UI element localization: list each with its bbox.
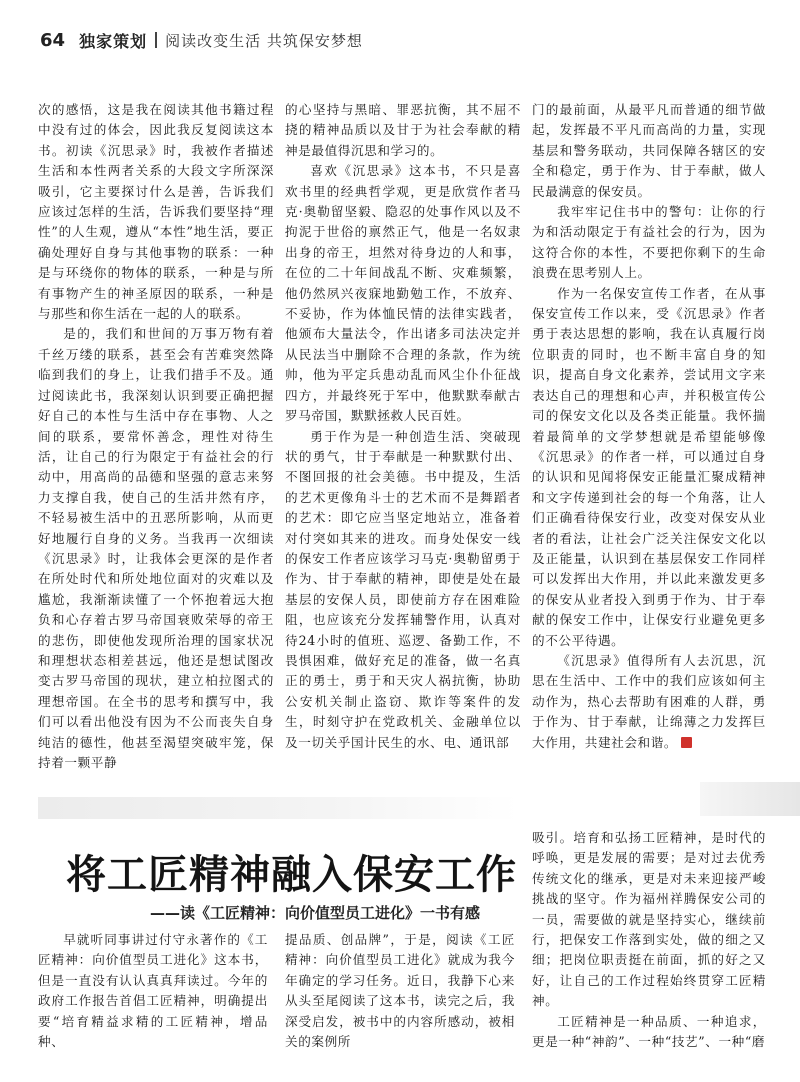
end-of-article-mark bbox=[681, 737, 692, 748]
paragraph: 是的，我们和世间的万事万物有着千丝万缕的联系，甚至会有苦难突然降临到我们的身上，让我们措手不及。通过阅读此书，我深刻认识到要正确把握好自己的本性与生活中存在事物、人之间的联系，要常怀善念，理性对待生活，让自己的行为限定于有益社会的行动中，用高尚的品德和坚强的意志来努力支撑自我，使自己的生活井然有序，不轻易被生活中的丑恶所影响，从而更好地履行自身的义务。当我再一次细读《沉思录》时，让我体会更深的是作者在所处时代和所处地位面对的灾难以及尴尬，我渐渐读懂了一个怀抱着远大抱负和心存着古罗马帝国衰败荣辱的帝王的悲伤，即使他发现所治理的国家状况和理想状态相差甚远，他还是想试图改变古罗马帝国的现状，建立柏拉图式的理想帝国。在全书的思考和撰写中，我们可以看出他没有因为不公而丧失自身纯洁的德性，他甚至渴望突破牢笼，保持着一颗平静 bbox=[38, 326, 274, 770]
article1-column-1 bbox=[38, 100, 274, 770]
paragraph: 门的最前面，从最平凡而普通的细节做起，发挥最不平凡而高尚的力量，实现基层和警务联动，共同保障各辖区的安全和稳定，勇于作为、甘于奉献，做人民最满意的保安员。 bbox=[532, 102, 766, 199]
separator-strip bbox=[38, 797, 518, 819]
paragraph: 喜欢《沉思录》这本书，不只是喜欢书里的经典哲学观，更是欣赏作者马克·奥勒留坚毅、隐忍的处事作风以及不拘泥于世俗的禀然正气，他是一名奴隶出身的帝王，坦然对待身边的人和事，在位的二十年间战乱不断、灾难频繁，他仍然夙兴夜寐地勤勉工作，不放弃、不妥协，作为体恤民情的法律实践者，他颁布大量法令，作出诸多司法决定并从民法当中删除不合理的条款，作为统帅，他为平定兵患动乱而风尘仆仆征战四方，并最终死于军中，他默默奉献古罗马帝国，默默拯救人民百姓。 bbox=[285, 163, 521, 424]
paragraph-last bbox=[532, 651, 766, 753]
section-subtitle: 阅读改变生活 共筑保安梦想 bbox=[165, 31, 363, 50]
paragraph: 勇于作为是一种创造生活、突破现状的勇气，甘于奉献是一种默默付出、不图回报的社会美德。书中提及，生活的艺术更像角斗士的艺术而不是舞蹈者的艺术：即它应当坚定地站立，准备着对付突如其来的进攻。而身处保安一线的保安工作者应该学习马克·奥勒留勇于作为、甘于奉献的精神，即使是处在最基层的安保人员，即使前方存在困难险阻，也应该充分发挥辅警作用，认真对待24小时的值班、巡逻、备勤工作，不畏惧困难，做好充足的准备，做一名真正的勇士，勇于和天灾人祸抗衡，协助公安机关制止盗窃、欺诈等案件的发生，时刻守护在党政机关、金融单位以及一切关乎国计民生的水、电、通讯部 bbox=[285, 428, 521, 750]
paragraph: 工匠精神是一种品质、一种追求，更是一种“神韵”、一种“技艺”、一种“磨 bbox=[532, 1013, 766, 1050]
paragraph: 的心坚持与黑暗、罪恶抗衡，其不屈不挠的精神品质以及甘于为社会奉献的精神是最值得沉思和学习的。 bbox=[285, 102, 521, 158]
article-subtitle: ——读《工匠精神：向价值型员工进化》一书有感 bbox=[150, 904, 481, 922]
article1-column-3 bbox=[532, 100, 766, 760]
paragraph-text: 《沉思录》值得所有人去沉思，沉思在生活中、工作中的我们应该如何主动作为，热心去帮助有困难的人群，勇于作为、甘于奉献，让绵薄之力发挥巨大作用，共建社会和谐。 bbox=[532, 652, 766, 750]
article1-column-2 bbox=[285, 100, 521, 760]
article2-column-1 bbox=[38, 930, 268, 1070]
faded-graphic bbox=[700, 782, 800, 816]
paragraph: 作为一名保安宣传工作者，在从事保安宣传工作以来，受《沉思录》作者勇于表达思想的影响，我在认真履行岗位职责的同时，也不断丰富自身的知识，提高自身文化素养，尝试用文字来表达自己的理想和心声，并积极宣传公司的保安文化以及各类正能量。我怀揣着最简单的文学梦想就是希望能够像《沉思录》的作者一样，可以通过自身的认识和见闻将保安正能量汇聚成精神和文字传递到社会的每一个角落，让人们正确看待保安行业，改变对保安从业者的看法，让社会广泛关注保安文化以及正能量，认识到在基层保安工作同样可以发挥出大作用，并以此来激发更多的保安从业者投入到勇于作为、甘于奉献的保安工作中，让保安行业避免更多的不公平待遇。 bbox=[532, 285, 766, 648]
section-title: 独家策划 bbox=[79, 31, 148, 51]
header-divider bbox=[155, 32, 157, 48]
paragraph: 次的感悟，这是我在阅读其他书籍过程中没有过的体会，因此我反复阅读这本书。初读《沉思录》时，我被作者描述生活和本性两者关系的大段文字所深深吸引，它主要探讨什么是善，告诉我们应该过怎样的生活，告诉我们要坚持“理性”的人生观，遵从“本性”地生活，要正确处理好自身与其他事物的联系：一种是与环绕你的物体的联系，一种是与所有事物产生的神圣原因的联系，一种是与那些和你生活在一起的人的联系。 bbox=[38, 102, 274, 322]
page-number: 64 bbox=[40, 29, 66, 51]
paragraph: 提品质、创品牌”，于是，阅读《工匠精神：向价值型员工进化》就成为我今年确定的学习任务。近日，我静下心来从头至尾阅读了这本书，读完之后，我深受启发，被书中的内容所感动，被相关的案例所 bbox=[285, 932, 515, 1050]
article2-column-3 bbox=[532, 828, 766, 1072]
paragraph: 早就听同事讲过付守永著作的《工匠精神：向价值型员工进化》这本书，但是一直没有认认真真拜读过。今年的政府工作报告首倡工匠精神，明确提出要“培育精益求精的工匠精神，增品种、 bbox=[38, 932, 268, 1050]
paragraph: 吸引。培育和弘扬工匠精神，是时代的呼唤，更是发展的需要；是对过去优秀传统文化的继承，更是对未来迎接严峻挑战的坚守。作为福州祥腾保安公司的一员，需要做的就是坚持实心，继续前行，把保安工作落到实处，做的细之又细；把岗位职责挺在前面，抓的好之又好，让自己的工作过程始终贯穿工匠精神。 bbox=[532, 830, 766, 1009]
article-title: 将工匠精神融入保安工作 bbox=[66, 852, 517, 898]
running-header bbox=[40, 26, 780, 54]
paragraph: 我牢牢记住书中的警句：让你的行为和活动限定于有益社会的行为，因为这符合你的本性，不要把你剩下的生命浪费在思考别人上。 bbox=[532, 204, 766, 281]
article2-column-2 bbox=[285, 930, 515, 1070]
